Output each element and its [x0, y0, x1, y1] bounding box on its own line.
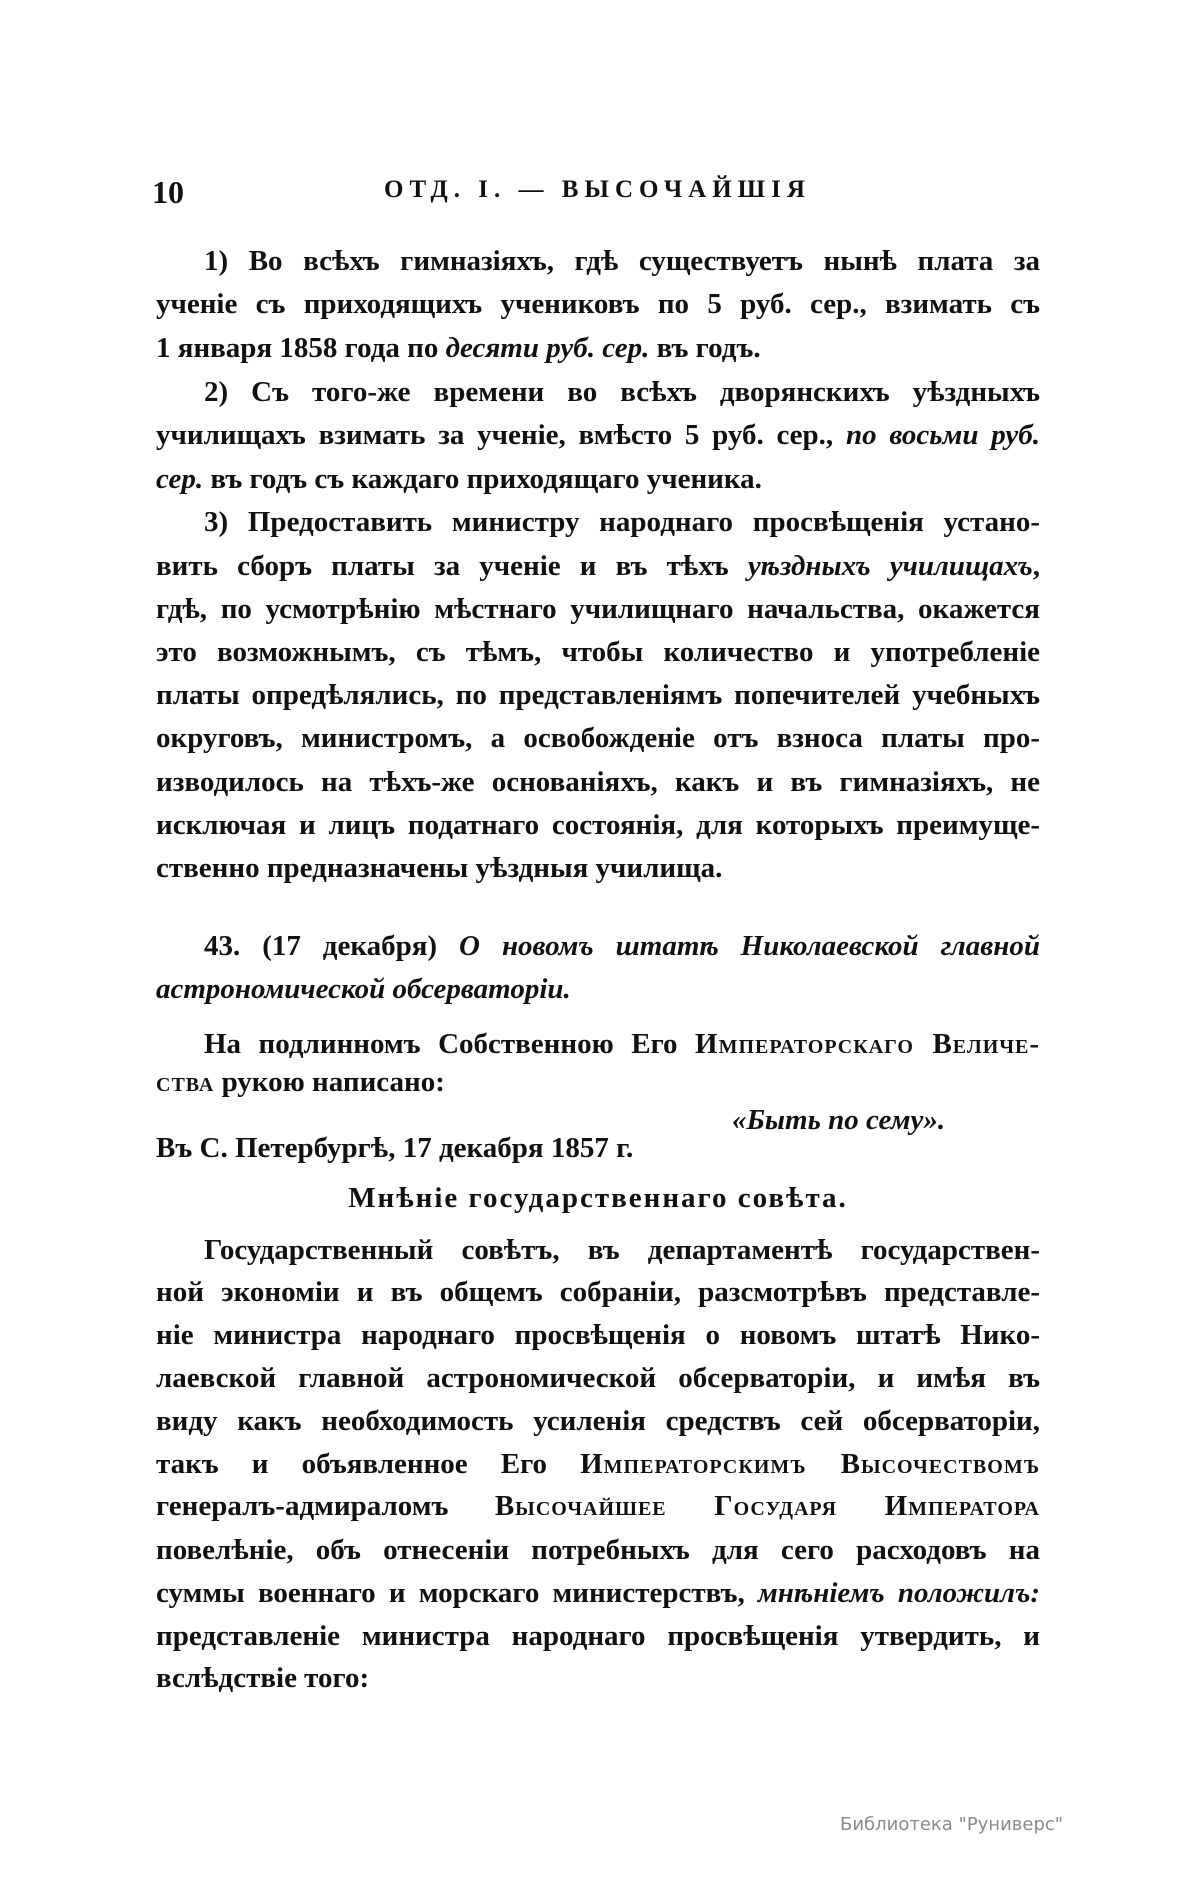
text-segment: рукою написано: — [214, 1066, 445, 1098]
text-line — [156, 969, 1040, 1009]
italic-text: десяти руб. сер. — [445, 332, 650, 364]
text-segment: виду какъ необходимость усиленія средствъ сей обсерваторіи, — [156, 1405, 1040, 1437]
text-segment: исключая и лицъ податнаго состоянія, для которыхъ преимуще- — [156, 809, 1040, 841]
text-segment: изводилось на тѣхъ-же основаніяхъ, какъ и въ гимназіяхъ, не — [156, 766, 1040, 798]
text-line — [156, 1486, 1040, 1526]
text-line — [156, 1358, 1040, 1398]
text-segment: ніе министра народнаго просвѣщенія о новомъ штатѣ Нико- — [156, 1319, 1040, 1351]
text-line — [156, 675, 1040, 715]
text-segment: вить сборъ платы за ученіе и въ тѣхъ — [156, 550, 748, 582]
text-segment: въ годъ съ каждаго приходящаго ученика. — [203, 463, 762, 495]
italic-text: мнѣніемъ положилъ: — [757, 1577, 1040, 1609]
text-line — [204, 502, 1040, 542]
text-segment: платы опредѣлялись, по представленіямъ попечителей учебныхъ — [156, 679, 1040, 711]
text-segment: , — [1032, 550, 1040, 582]
text-line — [156, 328, 1040, 368]
text-segment: ученіе съ приходящихъ учениковъ по 5 руб. сер., взимать съ — [156, 288, 1040, 320]
text-segment: 3) Предоставить министру народнаго просвѣщенія устано- — [204, 506, 1040, 538]
text-segment: 2) Съ того-же времени во всѣхъ дворянскихъ уѣздныхъ — [204, 376, 1040, 408]
italic-text: уѣздныхъ училищахъ — [747, 550, 1033, 582]
text-segment: гдѣ, по усмотрѣнію мѣстнаго училищнаго начальства, окажется — [156, 593, 1040, 625]
text-segment: генералъ-адмираломъ — [156, 1490, 495, 1522]
text-line — [156, 1573, 1040, 1613]
text-line — [156, 762, 1040, 802]
text-segment: Государственный совѣтъ, въ департаментѣ государствен- — [204, 1234, 1040, 1266]
text-segment: округовъ, министромъ, а освобожденіе отъ взноса платы про- — [156, 722, 1040, 754]
text-line — [156, 459, 1040, 499]
text-segment: 1 января 1858 года по — [156, 332, 446, 364]
text-line — [204, 926, 1040, 966]
text-line — [156, 589, 1040, 629]
text-line — [156, 1062, 1040, 1102]
text-line — [156, 1658, 1040, 1698]
text-segment: вслѣдствіе того: — [156, 1662, 370, 1694]
text-segment: училищахъ взимать за ученіе, вмѣсто 5 руб. сер., — [156, 419, 846, 451]
text-segment: На подлинномъ Собственною Его — [204, 1028, 696, 1060]
text-segment: въ годъ. — [649, 332, 761, 364]
text-segment: 1) Во всѣхъ гимназіяхъ, гдѣ существуетъ нынѣ плата за — [204, 245, 1040, 277]
library-watermark: Библиотека "Руниверс" — [840, 1814, 1064, 1835]
text-segment: суммы военнаго и морскаго министерствъ, — [156, 1577, 758, 1609]
text-segment: Императорскимъ Высочествомъ — [580, 1448, 1040, 1480]
text-line — [156, 848, 1040, 888]
text-line — [156, 1128, 1040, 1168]
section-heading — [156, 1178, 1040, 1218]
italic-text: по восьми руб. — [845, 419, 1040, 451]
text-line — [204, 1024, 1040, 1064]
text-line — [156, 718, 1040, 758]
text-line — [156, 632, 1040, 672]
text-line — [156, 1401, 1040, 1441]
text-segment: Высочайшее Государя Императора — [494, 1490, 1040, 1522]
text-line — [156, 284, 1040, 324]
italic-text: О новомъ штатѣ Николаевской главной — [459, 930, 1040, 962]
text-line — [156, 1530, 1040, 1570]
text-line — [204, 1230, 1040, 1270]
text-segment: ной экономіи и въ общемъ собраніи, разсмотрѣвъ представле- — [156, 1276, 1040, 1308]
text-segment: ственно предназначены уѣздныя училища. — [156, 852, 723, 884]
text-segment: представленіе министра народнаго просвѣщенія утвердить, и — [156, 1620, 1040, 1652]
text-line — [156, 1315, 1040, 1355]
text-segment: ства — [156, 1066, 215, 1098]
text-line — [156, 415, 1040, 455]
text-segment: повелѣніе, объ отнесеніи потребныхъ для сего расходовъ на — [156, 1534, 1040, 1566]
italic-text: «Быть по сему». — [732, 1104, 946, 1136]
text-segment: лаевской главной астрономической обсерваторіи, и имѣя въ — [156, 1362, 1040, 1394]
text-segment: Мнѣніе государственнаго совѣта. — [348, 1182, 848, 1214]
text-line — [156, 1616, 1040, 1656]
text-line — [156, 1444, 1040, 1484]
text-segment: такъ и объявленное Его — [156, 1448, 581, 1480]
text-segment: 43. (17 декабря) — [204, 930, 460, 962]
text-segment: это возможнымъ, съ тѣмъ, чтобы количество и употребленіе — [156, 636, 1040, 668]
text-line — [156, 1272, 1040, 1312]
text-line — [156, 546, 1040, 586]
text-segment: Императорскаго Величе- — [695, 1028, 1040, 1060]
italic-text: астрономической обсерваторіи. — [156, 973, 571, 1005]
page-number: 10 — [152, 174, 184, 210]
italic-text: сер. — [156, 463, 204, 495]
text-line — [204, 241, 1040, 281]
running-head: ОТД. I. — ВЫСОЧАЙШІЯ — [384, 176, 811, 203]
text-line — [204, 372, 1040, 412]
text-segment: Въ С. Петербургѣ, 17 декабря 1857 г. — [156, 1132, 634, 1164]
text-line — [156, 805, 1040, 845]
